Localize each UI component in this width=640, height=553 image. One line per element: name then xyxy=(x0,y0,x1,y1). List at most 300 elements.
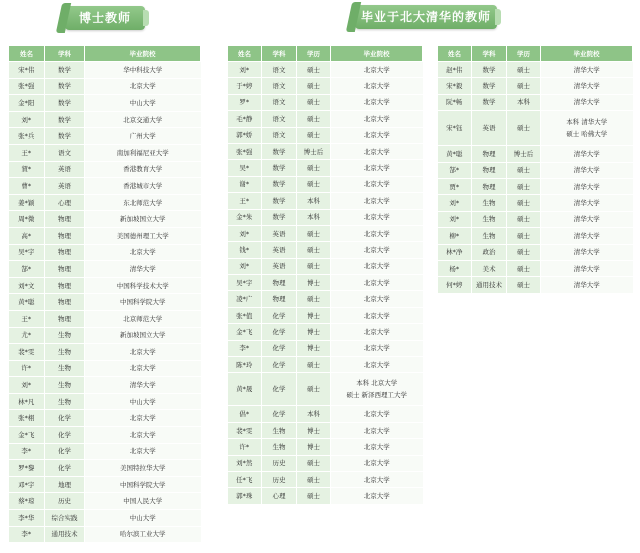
cell-degree: 硕士 xyxy=(297,471,331,487)
cell-name: 何*婷 xyxy=(438,277,472,293)
table-row xyxy=(228,275,423,291)
table-row xyxy=(228,160,423,176)
table-row xyxy=(228,62,423,78)
table-row xyxy=(228,111,423,127)
cell-name: 刘*然 xyxy=(228,455,262,471)
cell-degree: 博士 xyxy=(297,422,331,438)
cell-name: 罗*黎 xyxy=(9,460,45,477)
cell-subject: 化学 xyxy=(262,307,297,323)
cell-name: 宋*毅 xyxy=(438,78,472,94)
cell-school: 北京交通大学 xyxy=(85,111,201,128)
cell-subject: 通用技术 xyxy=(472,277,507,293)
table-row xyxy=(438,277,633,293)
cell-school-line: 北京大学 xyxy=(363,492,390,501)
cell-subject: 生物 xyxy=(472,211,507,227)
cell-name: 黄*聪 xyxy=(438,146,472,162)
cell-subject: 生物 xyxy=(262,439,297,455)
cell-subject: 语文 xyxy=(45,144,85,161)
cell-school-line: 硕士 新泽西理工大学 xyxy=(346,391,408,400)
cell-school-line: 北京大学 xyxy=(363,213,390,222)
cell-subject: 数学 xyxy=(45,62,85,79)
cell-school-line: 北京大学 xyxy=(363,311,390,320)
cell-degree: 硕士 xyxy=(297,62,331,78)
column-header-subject: 学科 xyxy=(472,46,507,62)
cell-name: 许* xyxy=(9,360,45,377)
cell-school-line: 清华大学 xyxy=(573,149,600,158)
cell-degree: 硕士 xyxy=(507,78,541,94)
cell-degree: 硕士 xyxy=(297,291,331,307)
cell-name: 刘* xyxy=(228,62,262,78)
cell-subject: 数学 xyxy=(262,193,297,209)
table-header-row xyxy=(9,46,201,62)
table-row xyxy=(9,78,201,95)
cell-degree: 博士 xyxy=(297,324,331,340)
cell-name: 蔡*琼 xyxy=(9,493,45,510)
cell-subject: 政治 xyxy=(472,244,507,260)
table-row xyxy=(9,377,201,394)
cell-school-line: 北京大学 xyxy=(363,164,390,173)
table-row xyxy=(228,78,423,94)
cell-name: 罗* xyxy=(228,94,262,110)
cell-school-line: 北京大学 xyxy=(363,410,390,419)
cell-school-line: 清华大学 xyxy=(573,82,600,91)
table-row xyxy=(438,244,633,260)
cell-school xyxy=(331,258,423,274)
cell-degree: 硕士 xyxy=(297,258,331,274)
cell-name: 凌*广 xyxy=(228,291,262,307)
cell-school xyxy=(331,143,423,159)
cell-name: 黄*晟 xyxy=(228,373,262,406)
cell-school xyxy=(331,455,423,471)
cell-degree: 博士后 xyxy=(297,143,331,159)
cell-degree: 硕士 xyxy=(507,178,541,194)
cell-degree: 本科 xyxy=(297,209,331,225)
cell-school xyxy=(331,160,423,176)
cell-school xyxy=(331,94,423,110)
cell-name: 倡* xyxy=(228,406,262,422)
cell-name: 张*强 xyxy=(9,78,45,95)
cell-name: 郭*珠 xyxy=(228,488,262,504)
cell-subject: 生物 xyxy=(45,393,85,410)
cell-subject: 心理 xyxy=(262,488,297,504)
cell-school-line: 北京大学 xyxy=(363,82,390,91)
cell-name: 刘* xyxy=(438,211,472,227)
cell-school-line: 清华大学 xyxy=(573,166,600,175)
cell-degree: 博士 xyxy=(297,275,331,291)
table-header-row xyxy=(228,46,423,62)
cell-subject: 生物 xyxy=(472,195,507,211)
cell-school-line: 本科 清华大学 xyxy=(566,118,608,127)
cell-subject: 英语 xyxy=(472,111,507,146)
cell-school-line: 北京大学 xyxy=(363,114,390,123)
table-row xyxy=(9,327,201,344)
cell-school xyxy=(331,127,423,143)
cell-subject: 化学 xyxy=(262,406,297,422)
column-header-degree: 学历 xyxy=(297,46,331,62)
cell-name: 刘* xyxy=(9,111,45,128)
table-row xyxy=(228,225,423,241)
table-row xyxy=(228,406,423,422)
column-header-subject: 学科 xyxy=(262,46,297,62)
cell-school xyxy=(331,324,423,340)
cell-subject: 化学 xyxy=(45,460,85,477)
table-row xyxy=(438,260,633,276)
table-row xyxy=(438,146,633,162)
cell-school xyxy=(541,228,633,244)
cell-school xyxy=(541,78,633,94)
cell-degree: 硕士 xyxy=(507,195,541,211)
table-row xyxy=(9,128,201,145)
cell-subject: 英语 xyxy=(262,258,297,274)
cell-degree: 硕士 xyxy=(507,260,541,276)
table-row xyxy=(228,307,423,323)
cell-school: 东北师范大学 xyxy=(85,194,201,211)
cell-name: 毛*静 xyxy=(228,111,262,127)
cell-degree: 硕士 xyxy=(297,225,331,241)
table-row xyxy=(228,455,423,471)
cell-subject: 英语 xyxy=(262,242,297,258)
cell-name: 刘*文 xyxy=(9,277,45,294)
cell-school: 中山大学 xyxy=(85,95,201,112)
cell-name: 吴*宇 xyxy=(228,275,262,291)
table-row xyxy=(9,360,201,377)
cell-subject: 物理 xyxy=(45,227,85,244)
table-row xyxy=(9,510,201,527)
cell-school xyxy=(331,488,423,504)
cell-school-line: 清华大学 xyxy=(573,280,600,289)
table-row xyxy=(9,161,201,178)
table-row xyxy=(228,291,423,307)
table-row xyxy=(228,193,423,209)
column-header-subject: 学科 xyxy=(45,46,85,62)
cell-name: 许* xyxy=(228,439,262,455)
table-row xyxy=(228,373,423,406)
cell-name: 刘* xyxy=(9,377,45,394)
cell-name: 姜*颖 xyxy=(9,194,45,211)
cell-degree: 硕士 xyxy=(297,176,331,192)
cell-degree: 硕士 xyxy=(297,488,331,504)
table-row xyxy=(438,228,633,244)
table-row xyxy=(228,324,423,340)
cell-degree: 硕士 xyxy=(297,357,331,373)
cell-subject: 物理 xyxy=(45,244,85,261)
cell-degree: 硕士 xyxy=(297,94,331,110)
cell-school-line: 北京大学 xyxy=(363,442,390,451)
table-row xyxy=(9,344,201,361)
cell-school xyxy=(541,94,633,110)
cell-name: 任*飞 xyxy=(228,471,262,487)
cell-name: 宋*钰 xyxy=(438,111,472,146)
cell-name: 张*值 xyxy=(228,307,262,323)
cell-subject: 英语 xyxy=(45,178,85,195)
table-row xyxy=(9,493,201,510)
cell-subject: 数学 xyxy=(262,160,297,176)
cell-degree: 博士后 xyxy=(507,146,541,162)
cell-name: 钱* xyxy=(228,242,262,258)
cell-school: 北京大学 xyxy=(85,78,201,95)
table-row xyxy=(228,422,423,438)
cell-school xyxy=(331,471,423,487)
cell-subject: 生物 xyxy=(45,360,85,377)
cell-school-line: 清华大学 xyxy=(573,248,600,257)
cell-subject: 生物 xyxy=(262,422,297,438)
phd-teachers-table xyxy=(8,45,201,543)
pku-teachers-table xyxy=(227,45,423,505)
cell-school xyxy=(331,225,423,241)
cell-subject: 生物 xyxy=(45,377,85,394)
cell-school: 中国人民大学 xyxy=(85,493,201,510)
table-row xyxy=(9,393,201,410)
cell-school: 中国科学技术大学 xyxy=(85,277,201,294)
cell-school: 北京师范大学 xyxy=(85,310,201,327)
column-header-name: 姓名 xyxy=(228,46,262,62)
cell-school-line: 北京大学 xyxy=(363,278,390,287)
cell-name: 刘* xyxy=(228,258,262,274)
cell-degree: 硕士 xyxy=(297,455,331,471)
cell-school-line: 北京大学 xyxy=(363,196,390,205)
cell-subject: 生物 xyxy=(45,344,85,361)
cell-degree: 硕士 xyxy=(297,373,331,406)
table-row xyxy=(9,178,201,195)
cell-degree: 硕士 xyxy=(297,111,331,127)
table-row xyxy=(9,443,201,460)
cell-degree: 本科 xyxy=(297,193,331,209)
banner-phd-teachers: 博士教师 xyxy=(65,6,145,30)
cell-school xyxy=(331,62,423,78)
cell-school-line: 北京大学 xyxy=(363,65,390,74)
cell-name: 金*飞 xyxy=(9,427,45,444)
table-row xyxy=(9,227,201,244)
cell-school xyxy=(541,244,633,260)
table-row xyxy=(228,471,423,487)
cell-school xyxy=(331,373,423,406)
cell-school: 华中科技大学 xyxy=(85,62,201,79)
cell-name: 赵*伟 xyxy=(438,62,472,78)
cell-degree: 硕士 xyxy=(297,78,331,94)
cell-school-line: 清华大学 xyxy=(573,65,600,74)
cell-school: 哈尔滨工业大学 xyxy=(85,526,201,543)
table-row xyxy=(9,526,201,543)
cell-subject: 语文 xyxy=(262,111,297,127)
table-row xyxy=(9,277,201,294)
cell-subject: 历史 xyxy=(262,471,297,487)
table-row xyxy=(228,209,423,225)
cell-school-line: 硕士 哈佛大学 xyxy=(566,130,608,139)
cell-name: 李* xyxy=(9,526,45,543)
cell-name: 吴* xyxy=(228,160,262,176)
cell-degree: 硕士 xyxy=(507,244,541,260)
table-row xyxy=(228,488,423,504)
cell-name: 柳* xyxy=(438,228,472,244)
cell-subject: 数学 xyxy=(472,78,507,94)
cell-school xyxy=(331,406,423,422)
cell-subject: 数学 xyxy=(262,143,297,159)
table-row xyxy=(9,111,201,128)
cell-school xyxy=(331,422,423,438)
cell-degree: 硕士 xyxy=(507,111,541,146)
cell-school xyxy=(541,195,633,211)
cell-degree: 硕士 xyxy=(297,242,331,258)
cell-school xyxy=(541,162,633,178)
cell-school-line: 北京大学 xyxy=(363,147,390,156)
cell-name: 郭*娇 xyxy=(228,127,262,143)
cell-school: 香港城市大学 xyxy=(85,178,201,195)
cell-school-line: 清华大学 xyxy=(573,264,600,273)
cell-subject: 物理 xyxy=(45,261,85,278)
cell-degree: 硕士 xyxy=(507,162,541,178)
cell-subject: 历史 xyxy=(262,455,297,471)
table-row xyxy=(438,162,633,178)
table-row xyxy=(9,476,201,493)
cell-school-line: 北京大学 xyxy=(363,475,390,484)
cell-school xyxy=(541,178,633,194)
cell-school xyxy=(541,260,633,276)
cell-school xyxy=(541,277,633,293)
cell-school: 北京大学 xyxy=(85,344,201,361)
cell-school: 美国德州理工大学 xyxy=(85,227,201,244)
cell-school: 中国科学院大学 xyxy=(85,476,201,493)
column-header-degree: 学历 xyxy=(507,46,541,62)
cell-subject: 通用技术 xyxy=(45,526,85,543)
column-header-name: 姓名 xyxy=(9,46,45,62)
cell-subject: 地理 xyxy=(45,476,85,493)
cell-school-line: 北京大学 xyxy=(363,360,390,369)
table-row xyxy=(9,310,201,327)
cell-subject: 数学 xyxy=(45,78,85,95)
cell-school-line: 清华大学 xyxy=(573,182,600,191)
cell-degree: 硕士 xyxy=(507,228,541,244)
table-row xyxy=(9,95,201,112)
cell-subject: 心理 xyxy=(45,194,85,211)
cell-school xyxy=(331,439,423,455)
cell-name: 裴*雯 xyxy=(228,422,262,438)
cell-school-line: 清华大学 xyxy=(573,199,600,208)
cell-degree: 本科 xyxy=(507,94,541,110)
cell-school xyxy=(331,357,423,373)
cell-subject: 英语 xyxy=(262,225,297,241)
cell-subject: 物理 xyxy=(472,146,507,162)
cell-school-line: 北京大学 xyxy=(363,327,390,336)
table-row xyxy=(228,94,423,110)
cell-name: 裴*雯 xyxy=(9,344,45,361)
cell-subject: 历史 xyxy=(45,493,85,510)
cell-school: 中山大学 xyxy=(85,393,201,410)
cell-subject: 语文 xyxy=(262,78,297,94)
cell-school: 中国科学院大学 xyxy=(85,294,201,311)
table-row xyxy=(438,111,633,146)
cell-school-line: 清华大学 xyxy=(573,98,600,107)
cell-subject: 语文 xyxy=(262,127,297,143)
cell-name: 曹* xyxy=(9,178,45,195)
cell-subject: 化学 xyxy=(262,357,297,373)
cell-school-line: 北京大学 xyxy=(363,295,390,304)
banner-pku-tsinghua-teachers: 毕业于北大清华的教师 xyxy=(355,5,497,29)
cell-school: 北京大学 xyxy=(85,427,201,444)
cell-name: 邓*宇 xyxy=(9,476,45,493)
table-header-row xyxy=(438,46,633,62)
cell-subject: 综合实践 xyxy=(45,510,85,527)
table-row xyxy=(9,244,201,261)
cell-degree: 博士 xyxy=(297,439,331,455)
cell-subject: 数学 xyxy=(472,94,507,110)
cell-name: 尤* xyxy=(9,327,45,344)
table-row xyxy=(9,62,201,79)
cell-name: 高* xyxy=(9,227,45,244)
cell-subject: 数学 xyxy=(262,176,297,192)
cell-subject: 化学 xyxy=(262,340,297,356)
cell-name: 王* xyxy=(9,144,45,161)
cell-school xyxy=(331,275,423,291)
cell-name: 吴*宇 xyxy=(9,244,45,261)
table-row xyxy=(228,143,423,159)
cell-name: 于*婷 xyxy=(228,78,262,94)
cell-name: 张*兵 xyxy=(9,128,45,145)
cell-degree: 博士 xyxy=(297,340,331,356)
cell-degree: 硕士 xyxy=(297,127,331,143)
cell-name: 賀* xyxy=(9,161,45,178)
cell-subject: 生物 xyxy=(45,327,85,344)
cell-school xyxy=(541,111,633,146)
column-header-school: 毕业院校 xyxy=(331,46,423,62)
table-row xyxy=(438,62,633,78)
cell-degree: 硕士 xyxy=(297,160,331,176)
cell-school-line: 北京大学 xyxy=(363,344,390,353)
cell-name: 刘* xyxy=(228,225,262,241)
cell-subject: 美术 xyxy=(472,260,507,276)
cell-school xyxy=(331,340,423,356)
cell-school xyxy=(331,209,423,225)
column-header-school: 毕业院校 xyxy=(541,46,633,62)
table-row xyxy=(438,94,633,110)
table-row xyxy=(438,195,633,211)
cell-subject: 物理 xyxy=(472,162,507,178)
cell-subject: 化学 xyxy=(45,427,85,444)
cell-subject: 化学 xyxy=(262,324,297,340)
cell-name: 李*华 xyxy=(9,510,45,527)
table-row xyxy=(438,178,633,194)
cell-subject: 物理 xyxy=(262,275,297,291)
cell-subject: 物理 xyxy=(45,211,85,228)
cell-subject: 数学 xyxy=(45,111,85,128)
cell-subject: 语文 xyxy=(262,94,297,110)
cell-school: 北京大学 xyxy=(85,244,201,261)
table-row xyxy=(9,194,201,211)
cell-name: 张*强 xyxy=(228,143,262,159)
column-header-name: 姓名 xyxy=(438,46,472,62)
table-row xyxy=(228,258,423,274)
cell-subject: 数学 xyxy=(262,209,297,225)
cell-school xyxy=(331,291,423,307)
cell-subject: 数学 xyxy=(45,95,85,112)
cell-name: 刘* xyxy=(438,195,472,211)
cell-subject: 生物 xyxy=(472,228,507,244)
cell-subject: 物理 xyxy=(45,277,85,294)
table-row xyxy=(438,78,633,94)
cell-school-line: 北京大学 xyxy=(363,426,390,435)
cell-school xyxy=(541,211,633,227)
cell-school: 清华大学 xyxy=(85,377,201,394)
cell-name: 周*微 xyxy=(9,211,45,228)
column-header-school: 毕业院校 xyxy=(85,46,201,62)
table-row xyxy=(9,460,201,477)
cell-name: 李* xyxy=(9,443,45,460)
cell-school xyxy=(541,146,633,162)
cell-name: 张*栩 xyxy=(9,410,45,427)
cell-school: 新加坡国立大学 xyxy=(85,211,201,228)
cell-name: 金*飞 xyxy=(228,324,262,340)
table-row xyxy=(9,294,201,311)
cell-subject: 化学 xyxy=(45,410,85,427)
